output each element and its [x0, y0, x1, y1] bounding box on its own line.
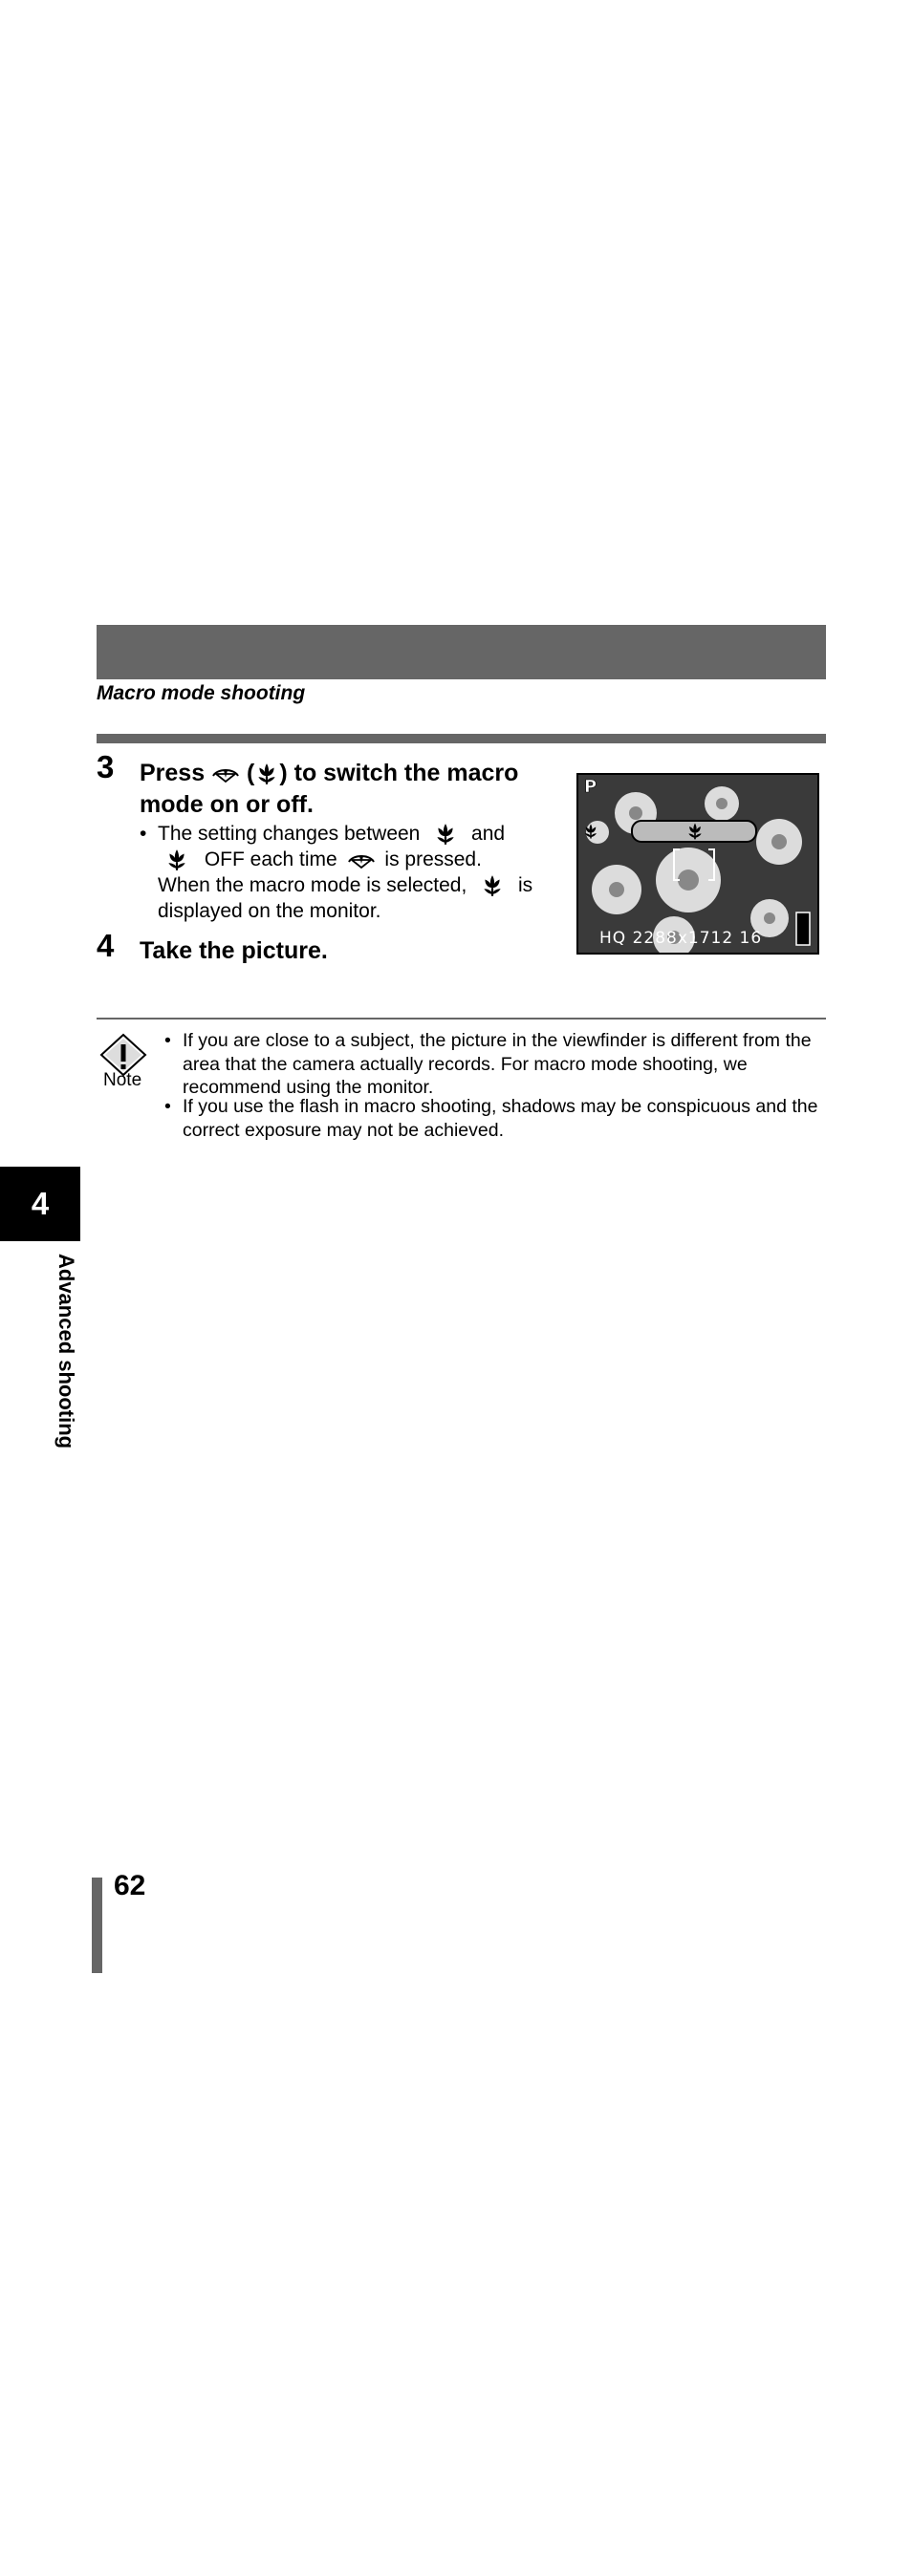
note-bullet-1: • [164, 1030, 171, 1051]
note-divider [97, 1018, 826, 1020]
step-3-line3b: is [518, 874, 533, 896]
macro-flower-icon [480, 873, 505, 898]
note-item-2: If you use the flash in macro shooting, shadows may be conspicuous and the correct exposure may not be achieved. [183, 1096, 818, 1141]
monitor-mode: P [584, 777, 597, 797]
step-3-line3a: When the macro mode is selected, [158, 874, 467, 896]
step-3-title-rest: ) to switch the macro [279, 760, 519, 786]
step-3-bullet: • [140, 823, 147, 845]
note-label: Note [103, 1070, 142, 1090]
step-3-title-paren: ( [247, 760, 255, 786]
step-3-line1a: The setting changes between [158, 823, 421, 845]
page-number-bar [92, 1878, 102, 1973]
step-3-line1 [158, 821, 505, 847]
page-number: 62 [114, 1870, 146, 1901]
note-item-1: If you are close to a subject, the picture in the viewfinder is different from the area that the camera actually records. For macro mode shooting, we recommend using the monitor. [183, 1030, 812, 1098]
note-bullet-2: • [164, 1096, 171, 1117]
section-title: Macro mode shooting [97, 682, 306, 704]
flash-arrow-icon [347, 850, 376, 869]
section-header-bar [97, 625, 826, 679]
chapter-tab: 4 [0, 1167, 80, 1241]
macro-flower-icon [254, 762, 279, 786]
step-3-line4: displayed on the monitor. [158, 900, 381, 922]
step-3-line2 [164, 847, 482, 872]
flower-scene-image [578, 775, 817, 953]
monitor-status: HQ 2288x1712 16 [599, 929, 763, 948]
step-3-title-line2: mode on or off. [140, 791, 314, 818]
macro-flower-icon [164, 848, 189, 872]
section-divider [97, 734, 826, 743]
step-4-title: Take the picture. [140, 937, 328, 964]
step-4-number: 4 [97, 928, 115, 963]
flash-arrow-icon [211, 764, 240, 784]
chapter-label: Advanced shooting [54, 1254, 78, 1449]
macro-flower-icon [433, 822, 458, 847]
step-3-number: 3 [97, 749, 115, 784]
step-3-title-press: Press [140, 760, 206, 786]
step-3-line2a: OFF each time [204, 848, 337, 870]
step-3-line3 [158, 872, 532, 898]
step-3-line2b: is pressed. [384, 848, 482, 870]
step-3-line1b: and [471, 823, 506, 845]
camera-monitor-illustration [576, 773, 819, 955]
step-3-title [140, 758, 518, 789]
